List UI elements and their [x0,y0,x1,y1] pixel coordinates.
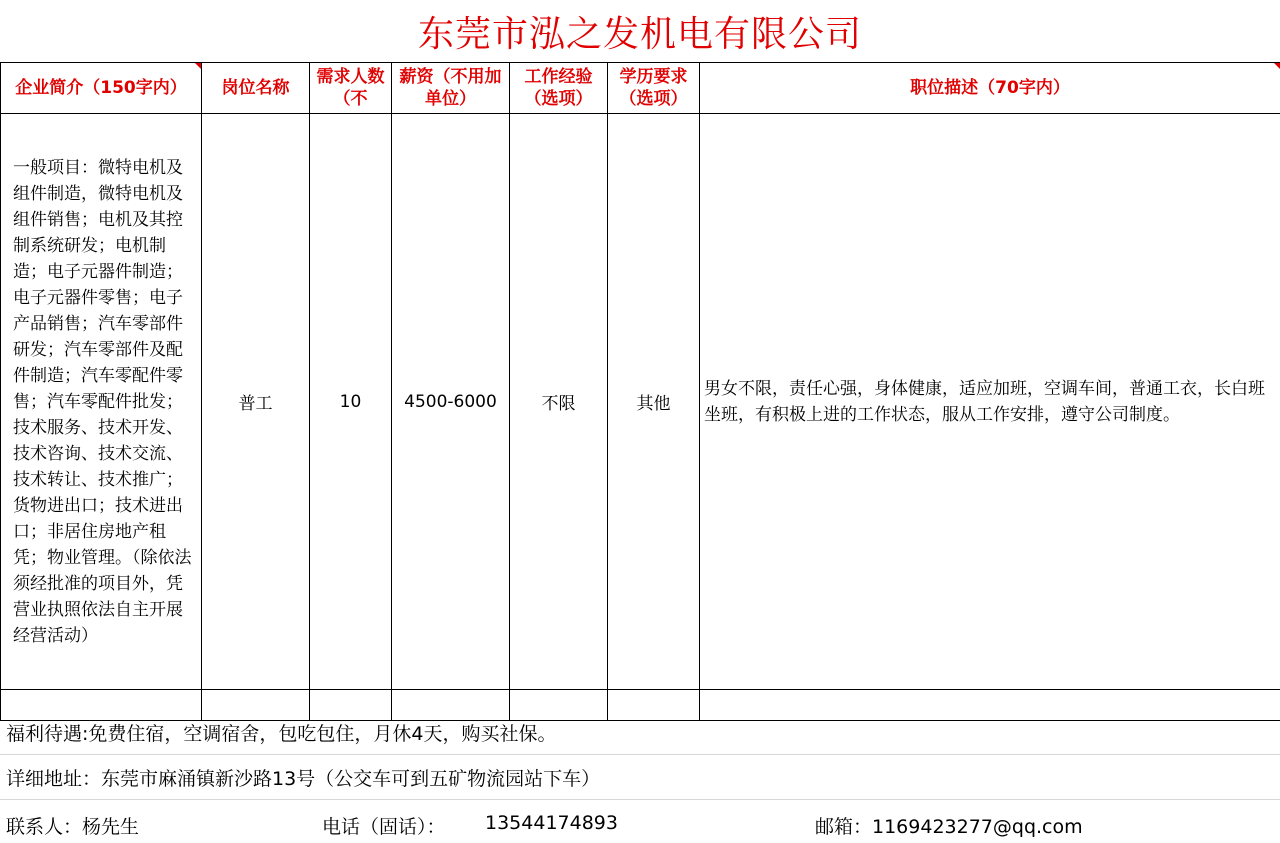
contact-person[interactable]: 联系人：杨先生 [6,816,140,838]
cell-experience[interactable]: 不限 [510,114,608,690]
address-line [0,755,1280,800]
phone-label: 电话（固话）： [322,816,446,838]
comment-marker [195,63,201,69]
header-education: 学历要求（选项） [608,63,700,114]
cell-headcount[interactable]: 10 [310,114,392,690]
contact-line [0,808,1280,843]
header-headcount: 需求人数（不 [310,63,392,114]
cell-position[interactable]: 普工 [202,114,310,690]
comment-marker [1274,63,1280,69]
header-row [1,63,1280,114]
company-title: 东莞市泓之发机电有限公司 [0,0,1280,63]
header-description: 职位描述（70字内） [700,63,1280,114]
header-company-intro: 企业简介（150字内） [1,63,202,114]
header-salary: 薪资（不用加单位） [392,63,510,114]
header-position: 岗位名称 [202,63,310,114]
benefits-line [0,710,1280,755]
phone-number[interactable]: 13544174893 [485,812,618,834]
email-text[interactable]: 邮箱：1169423277@qq.com [815,816,1083,838]
header-experience: 工作经验（选项） [510,63,608,114]
job-table [0,62,1280,721]
cell-company-intro[interactable]: 一般项目：微特电机及组件制造，微特电机及组件销售；电机及其控制系统研发；电机制造；电子元器件制造；电子元器件零售；电子产品销售；汽车零部件研发；汽车零部件及配件制造；汽车零配件零售；汽车零配件批发；技术服务、技术开发、技术咨询、技术交流、技术转让、技术推广；货物进出口；技术进出口；非居住房地产租凭；物业管理。（除依法须经批准的项目外，凭营业执照依法自主开展经营活动） [1,114,202,690]
cell-education[interactable]: 其他 [608,114,700,690]
benefits-text[interactable]: 福利待遇:免费住宿，空调宿舍，包吃包住，月休4天，购买社保。 [6,722,557,745]
table-row [1,114,1280,690]
cell-description[interactable]: 男女不限，责任心强，身体健康，适应加班，空调车间，普通工衣，长白班坐班，有积极上进的工作状态，服从工作安排，遵守公司制度。 [700,114,1280,690]
address-text[interactable]: 详细地址：东莞市麻涌镇新沙路13号（公交车可到五矿物流园站下车） [6,767,601,790]
cell-salary[interactable]: 4500-6000 [392,114,510,690]
